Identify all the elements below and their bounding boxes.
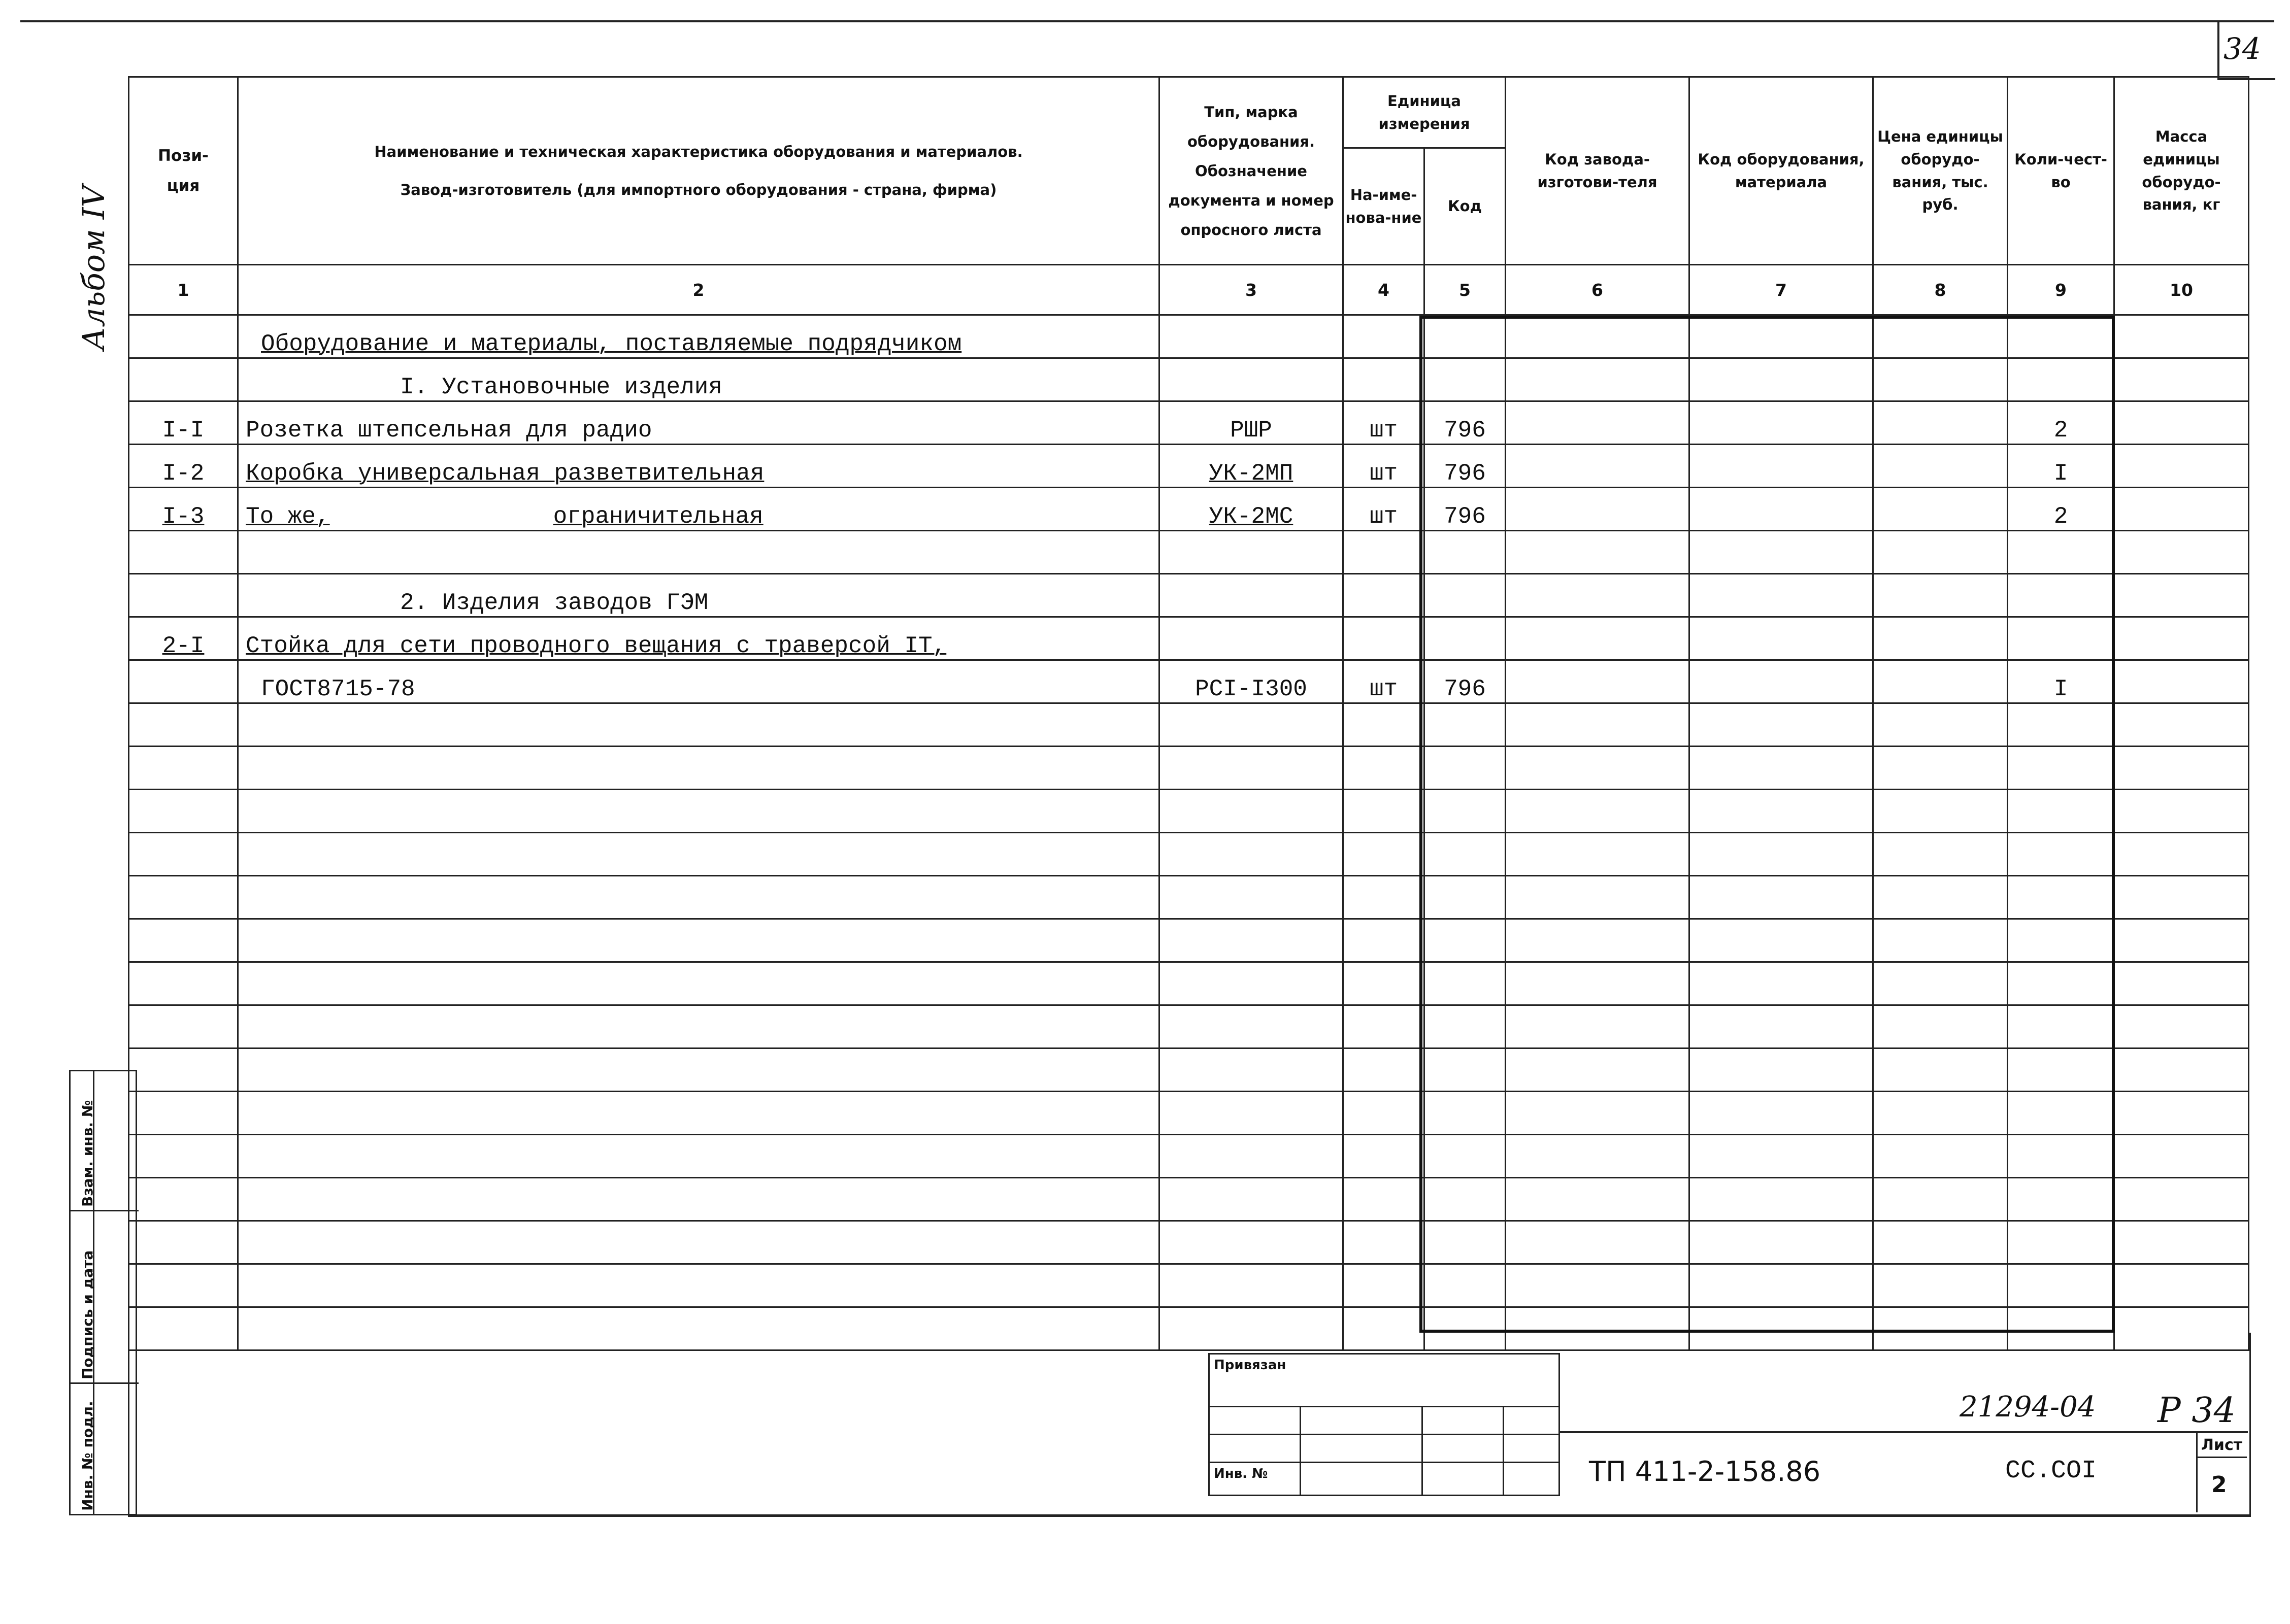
header-unit-code: Код: [1424, 148, 1506, 265]
row-name: То же, ограничительная: [238, 488, 1159, 531]
empty-table-row: [129, 919, 2249, 962]
empty-table-row: [129, 1221, 2249, 1264]
section-title: Оборудование и материалы, поставляемые подрядчиком: [261, 331, 962, 357]
corner-page-number: 34: [2223, 31, 2261, 66]
header-equipment-code: Код оборудования, материала: [1689, 77, 1873, 265]
row-position: I-3: [129, 488, 238, 531]
row-name: ГОСТ8715-78: [238, 660, 1159, 703]
row-name: Розетка штепсельная для радио: [238, 401, 1159, 445]
empty-table-row: [129, 1005, 2249, 1048]
row-quantity: I: [2008, 660, 2114, 703]
column-number: 2: [238, 265, 1159, 315]
row-unit-code: 796: [1424, 660, 1506, 703]
privyazan-label: Привязан: [1209, 1354, 1559, 1407]
table-body: [129, 315, 2249, 1350]
empty-table-row: [129, 1048, 2249, 1092]
empty-table-row: [129, 833, 2249, 876]
subsection-title: 2. Изделия заводов ГЭМ: [400, 590, 709, 616]
header-name: Наименование и техническая характеристика оборудования и материалов. Завод-изготовитель (для импортного оборудования - страна, фирма): [238, 77, 1159, 265]
row-quantity: 2: [2008, 401, 2114, 445]
table-row: [129, 574, 2249, 617]
p-number: Р 34: [2158, 1391, 2236, 1431]
column-number-row: [129, 265, 2249, 315]
table-row: [129, 358, 2249, 401]
header-mass: Масса единицы оборудо-вания, кг: [2114, 77, 2249, 265]
table-row: [129, 660, 2249, 703]
row-quantity: I: [2008, 445, 2114, 488]
header-unit-name: На-име-нова-ние: [1343, 148, 1424, 265]
column-number: 6: [1506, 265, 1689, 315]
table-row: [129, 315, 2249, 358]
table-row: [129, 617, 2249, 660]
empty-table-row: [129, 1178, 2249, 1221]
column-number: 5: [1424, 265, 1506, 315]
row-type: УК-2МП: [1159, 445, 1343, 488]
row-unit-code: 796: [1424, 401, 1506, 445]
header-quantity: Коли-чест-во: [2008, 77, 2114, 265]
row-unit: шт: [1343, 401, 1424, 445]
left-cell-vzam: Взам. инв. №: [71, 1071, 139, 1211]
header-unit: Единица измерения: [1343, 77, 1506, 148]
table-row: [129, 445, 2249, 488]
column-number: 9: [2008, 265, 2114, 315]
footer-area: [128, 1333, 2251, 1517]
row-name: Коробка универсальная разветвительная: [238, 445, 1159, 488]
column-number: 7: [1689, 265, 1873, 315]
column-number: 4: [1343, 265, 1424, 315]
left-cell-inv-podl: Инв. № подл.: [71, 1384, 139, 1514]
header-position: Пози- ция: [129, 77, 238, 265]
document-mark: СС.СОI: [2005, 1457, 2097, 1485]
row-unit: шт: [1343, 488, 1424, 531]
row-type: РШР: [1159, 401, 1343, 445]
header-factory-code: Код завода-изготови-теля: [1506, 77, 1689, 265]
row-unit-code: 796: [1424, 445, 1506, 488]
column-number: 8: [1873, 265, 2008, 315]
sheet-box-divider: [2196, 1457, 2247, 1458]
inventory-number: 21294-04: [1960, 1391, 2096, 1424]
top-border-line: [20, 20, 2274, 22]
empty-table-row: [129, 747, 2249, 790]
empty-table-row: [129, 876, 2249, 919]
empty-table-row: [129, 962, 2249, 1005]
row-name: Стойка для сети проводного вещания с траверсой IT,: [238, 617, 1159, 660]
sheet-number: 2: [2211, 1472, 2227, 1498]
empty-table-row: [129, 1135, 2249, 1178]
row-position: I-2: [129, 445, 238, 488]
row-unit: шт: [1343, 445, 1424, 488]
row-type: УК-2МС: [1159, 488, 1343, 531]
empty-table-row: [129, 790, 2249, 833]
binding-stamp: [1208, 1353, 1560, 1496]
row-quantity: 2: [2008, 488, 2114, 531]
column-number: 3: [1159, 265, 1343, 315]
table-row: [129, 401, 2249, 445]
specification-table: [128, 76, 2249, 1351]
left-stamp-strip: [69, 1070, 137, 1515]
row-unit-code: 796: [1424, 488, 1506, 531]
row-position: I-I: [129, 401, 238, 445]
header-type: Тип, марка оборудования. Обозначение документа и номер опросного листа: [1159, 77, 1343, 265]
title-block-line: [1558, 1431, 2248, 1433]
row-unit: шт: [1343, 660, 1424, 703]
empty-table-row: [129, 1092, 2249, 1135]
column-number: 10: [2114, 265, 2249, 315]
column-number: 1: [129, 265, 238, 315]
header-price: Цена единицы оборудо-вания, тыс. руб.: [1873, 77, 2008, 265]
inv-no-label: Инв. №: [1209, 1463, 1301, 1496]
document-code: ТП 411-2-158.86: [1589, 1456, 1821, 1487]
sheet-label: Лист: [2201, 1436, 2243, 1454]
row-position: 2-I: [129, 617, 238, 660]
empty-table-row: [129, 1264, 2249, 1307]
subsection-title: I. Установочные изделия: [400, 374, 722, 400]
album-label: Альбом IV: [76, 185, 112, 350]
table-row: [129, 488, 2249, 531]
row-type: РСI-I300: [1159, 660, 1343, 703]
empty-table-row: [129, 703, 2249, 747]
left-cell-podpis: Подпись и дата: [71, 1211, 139, 1384]
table-row: [129, 531, 2249, 574]
